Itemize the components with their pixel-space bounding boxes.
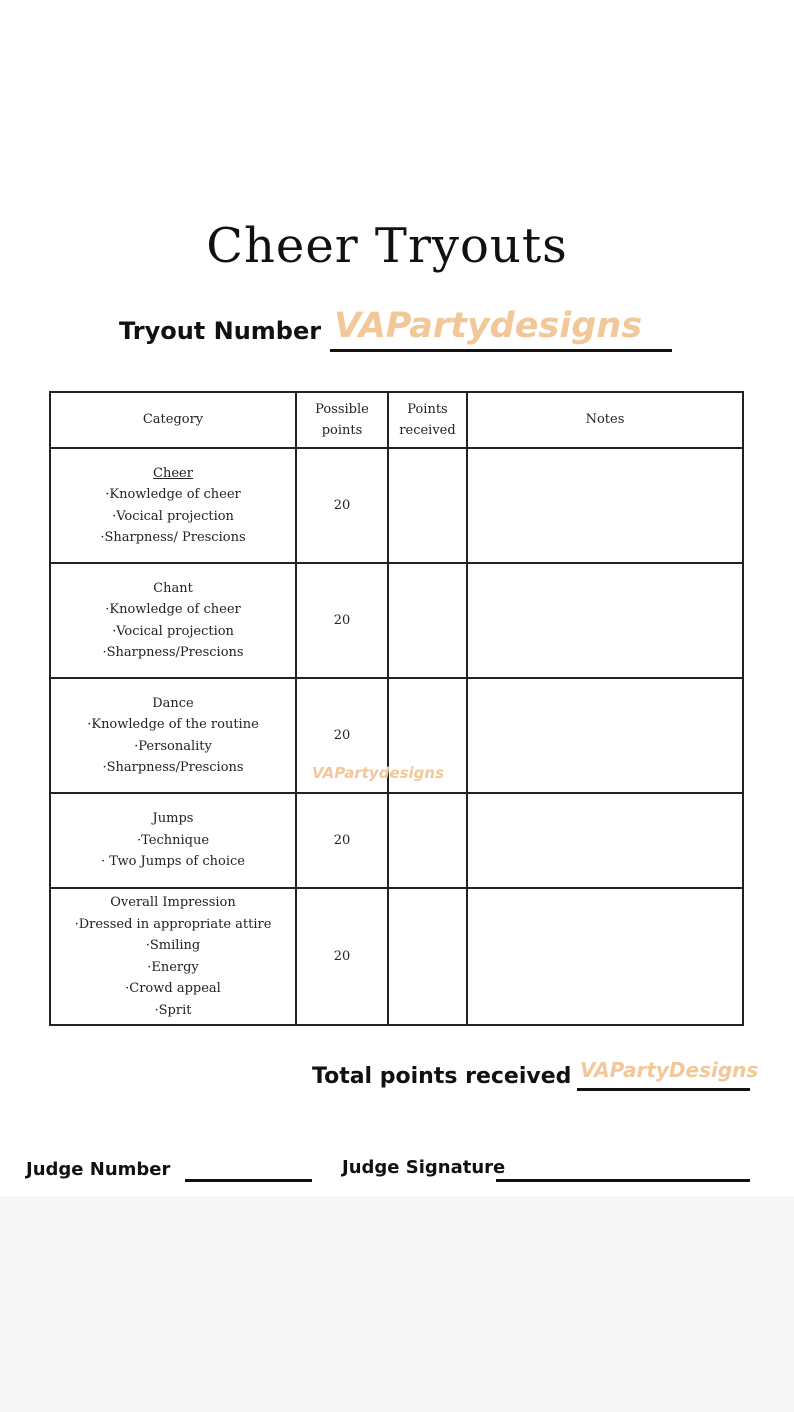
total-points-line[interactable] [577, 1088, 750, 1091]
category-item: ·Energy [147, 959, 199, 975]
header-received-line1: Points [407, 401, 448, 417]
header-points-received [388, 392, 467, 448]
category-item: ·Sprit [154, 1002, 192, 1018]
judge-signature-label: Judge Signature [342, 1157, 506, 1178]
category-item: ·Vocical projection [112, 623, 234, 639]
category-cell [50, 678, 296, 793]
header-possible-line1: Possible [315, 401, 369, 417]
category-name: Jumps [152, 811, 194, 827]
header-possible-line2: points [321, 423, 363, 438]
header-notes: Notes [467, 392, 743, 448]
watermark-logo: VAPartyDesigns [580, 1058, 759, 1082]
notes-cell[interactable] [467, 563, 743, 678]
possible-points-cell: 20 [296, 448, 388, 563]
possible-points-cell: 20 [296, 563, 388, 678]
table-row [50, 793, 743, 888]
score-table [49, 391, 744, 1026]
tryout-number-label: Tryout Number [119, 317, 322, 345]
watermark-logo: VAPartydesigns [312, 764, 445, 782]
category-name: Dance [152, 695, 194, 711]
header-possible-points [296, 392, 388, 448]
points-received-cell[interactable] [388, 888, 467, 1025]
category-item: ·Smiling [145, 938, 201, 953]
table-row [50, 448, 743, 563]
watermark-logo: VAPartydesigns [334, 306, 643, 346]
category-cell [50, 888, 296, 1025]
category-item: · Two Jumps of choice [101, 854, 245, 870]
page-title: Cheer Tryouts [206, 218, 568, 274]
category-item: ·Sharpness/Prescions [102, 760, 244, 775]
notes-cell[interactable] [467, 888, 743, 1025]
category-item: ·Sharpness/Prescions [102, 645, 244, 660]
category-name: Overall Impression [110, 895, 236, 910]
category-item: ·Knowledge of cheer [105, 487, 241, 502]
judge-number-line[interactable] [185, 1179, 312, 1182]
category-item: ·Knowledge of cheer [105, 602, 241, 617]
possible-points-cell: 20 [296, 678, 388, 793]
tryout-number-line[interactable] [330, 349, 672, 352]
judge-number-label: Judge Number [26, 1159, 171, 1180]
header-category: Category [50, 392, 296, 448]
table-row [50, 563, 743, 678]
category-item: ·Vocical projection [112, 508, 234, 524]
table-row [50, 888, 743, 1025]
category-item: ·Knowledge of the routine [87, 717, 259, 732]
possible-points-cell: 20 [296, 793, 388, 888]
category-item: ·Sharpness/ Prescions [100, 530, 246, 545]
category-cell [50, 793, 296, 888]
notes-cell[interactable] [467, 678, 743, 793]
category-item: ·Crowd appeal [125, 981, 221, 996]
points-received-cell[interactable] [388, 448, 467, 563]
header-received-line2: received [399, 423, 456, 438]
bottom-margin [0, 1196, 794, 1412]
category-item: ·Personality [134, 738, 212, 754]
total-points-label: Total points received [312, 1064, 572, 1089]
points-received-cell[interactable] [388, 563, 467, 678]
category-item: ·Technique [136, 832, 210, 848]
top-margin [0, 0, 794, 180]
notes-cell[interactable] [467, 448, 743, 563]
possible-points-cell: 20 [296, 888, 388, 1025]
table-header-row [50, 392, 743, 448]
category-cell [50, 563, 296, 678]
judge-signature-line[interactable] [496, 1179, 750, 1182]
notes-cell[interactable] [467, 793, 743, 888]
category-name: Chant [153, 580, 193, 596]
category-name: Cheer [153, 465, 193, 481]
category-item: ·Dressed in appropriate attire [74, 916, 272, 932]
points-received-cell[interactable] [388, 793, 467, 888]
category-cell [50, 448, 296, 563]
